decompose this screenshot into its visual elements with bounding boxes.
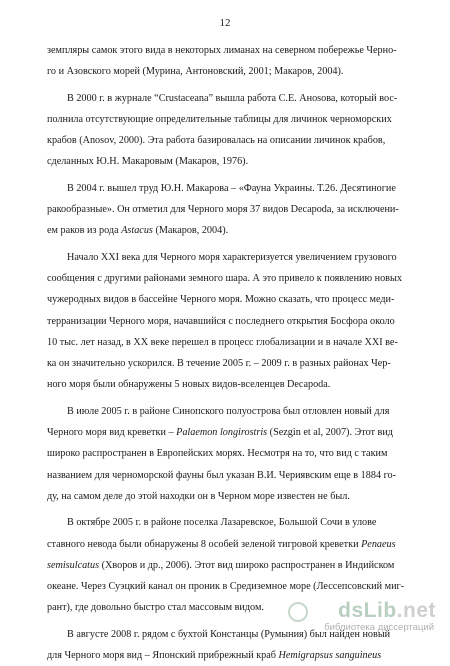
text-line: чужеродных видов в бассейне Черного моря. Можно сказать, что процесс меди-: [47, 294, 395, 306]
text-line: В июле 2005 г. в районе Синопского полуострова был отловлен новый для: [67, 405, 390, 417]
text-line: В октябре 2005 г. в районе поселка Лазаревское, Большой Сочи в улове: [67, 517, 377, 529]
text-line: земпляры самок этого вида в некоторых лиманах на северном побережье Черно-: [47, 45, 397, 56]
text-line: В 2004 г. вышел труд Ю.Н. Макарова – «Фауна Украины. Т.26. Десятиногие: [67, 182, 396, 194]
watermark-logo: dsLib.net: [338, 599, 436, 622]
text-line: названием для черноморской фауны был указан В.И. Чериявским еще в 1884 го-: [47, 469, 396, 481]
text-line: го и Азовского морей (Мурина, Антоновский, 2001; Макаров, 2004).: [47, 66, 344, 78]
watermark-logo-icon: [288, 602, 308, 622]
text-line: Начало XXI века для Черного моря характеризуется увеличением грузового: [67, 251, 397, 263]
text-line: В августе 2008 г. рядом с бухтой Констанцы (Румыния) был найден новый: [67, 628, 391, 640]
text-line: ем раков из рода Astacus (Макаров, 2004).: [47, 225, 229, 237]
text-line: В 2000 г. в журнале “Crustaceana” вышла работа С.Е. Анosoва, который вос-: [67, 92, 398, 104]
text-line: ного моря были обнаружены 5 новых видов-вселенцев Decapoda.: [47, 379, 331, 391]
text-line: ка он значительно ускорился. В течение 2005 г. – 2009 г. в разных районах Чер-: [47, 358, 391, 370]
text-line: крабов (Anosov, 2000). Эта работа базировалась на описании личинок крабов,: [47, 135, 386, 147]
text-line: терранизации Черного моря, начавшийся с последнего открытия Босфора около: [47, 315, 395, 327]
watermark-subtitle: библиотека диссертаций: [324, 622, 434, 633]
text-line: рант), где довольно быстро стал массовым видом.: [47, 602, 264, 614]
text-line: для Черного моря вид – Японский прибрежный краб Hemigrapsus sanguineus: [47, 650, 382, 662]
text-line: 10 тыс. лет назад, в XX веке перешел в процесс глобализации и в начале XXI ве-: [47, 336, 398, 348]
text-line: полнила отсутствующие определительные таблицы для личинок черноморских: [47, 113, 392, 125]
site-watermark: [286, 599, 436, 633]
text-line: ракообразные». Он отметил для Черного моря 37 видов Decapoda, за исключени-: [47, 204, 399, 216]
page-number: 12: [219, 17, 231, 29]
document-body: [47, 40, 405, 666]
text-line: океане. Через Суэцкий канал он проник в Средиземное море (Лессепсовский миг-: [47, 581, 405, 593]
text-line: ду, на самом деле до этой находки он в Черном море известен не был.: [47, 490, 350, 502]
text-line: широко распространен в Европейских морях. Несмотря на то, что вид с таким: [47, 448, 388, 460]
text-line: ставного невода были обнаружены 8 особей зеленой тигровой креветки Penaeus: [47, 538, 396, 550]
text-line: сделанных Ю.Н. Макаровым (Макаров, 1976).: [47, 156, 249, 168]
text-line: semisulcatus (Хворов и др., 2006). Этот вид широко распространен в Индийском: [47, 559, 395, 571]
text-line: сообщения с другими районами земного шара. А это привело к появлению новых: [47, 272, 402, 284]
text-line: Черного моря вид креветки – Palaemon longirostris (Sezgin et al, 2007). Этот вид: [47, 427, 393, 439]
